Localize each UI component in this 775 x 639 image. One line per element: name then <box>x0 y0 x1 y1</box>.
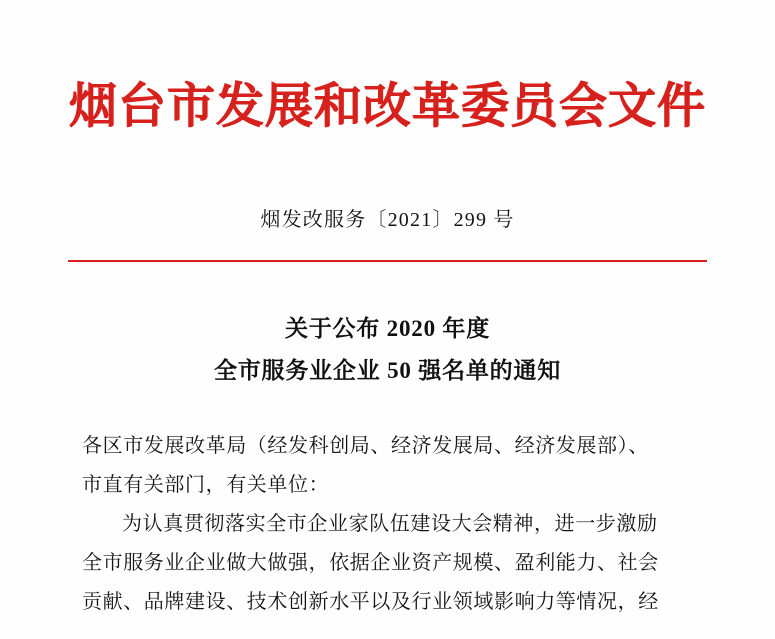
document-header <box>0 0 775 135</box>
body-line: 全市服务业企业做大做强，依据企业资产规模、盈利能力、社会 <box>82 551 659 574</box>
body-line: 贡献、品牌建设、技术创新水平以及行业领域影响力等情况，经 <box>82 590 659 613</box>
document-number: 烟发改服务〔2021〕299 号 <box>260 208 515 231</box>
issuer-title: 烟台市发展和改革委员会文件 <box>68 78 706 134</box>
subject-line-2: 全市服务业企业 50 强名单的通知 <box>213 358 562 384</box>
document-subject <box>0 308 775 393</box>
body-line: 各区市发展改革局（经发科创局、经济发展局、经济发展部）、 <box>82 434 649 457</box>
document-body <box>82 427 693 622</box>
body-line: 为认真贯彻落实全市企业家队伍建设大会精神，进一步激励 <box>122 512 658 535</box>
red-divider-rule <box>68 260 707 262</box>
subject-line-1: 关于公布 2020 年度 <box>284 315 491 341</box>
body-line: 市直有关部门，有关单位： <box>82 473 330 496</box>
